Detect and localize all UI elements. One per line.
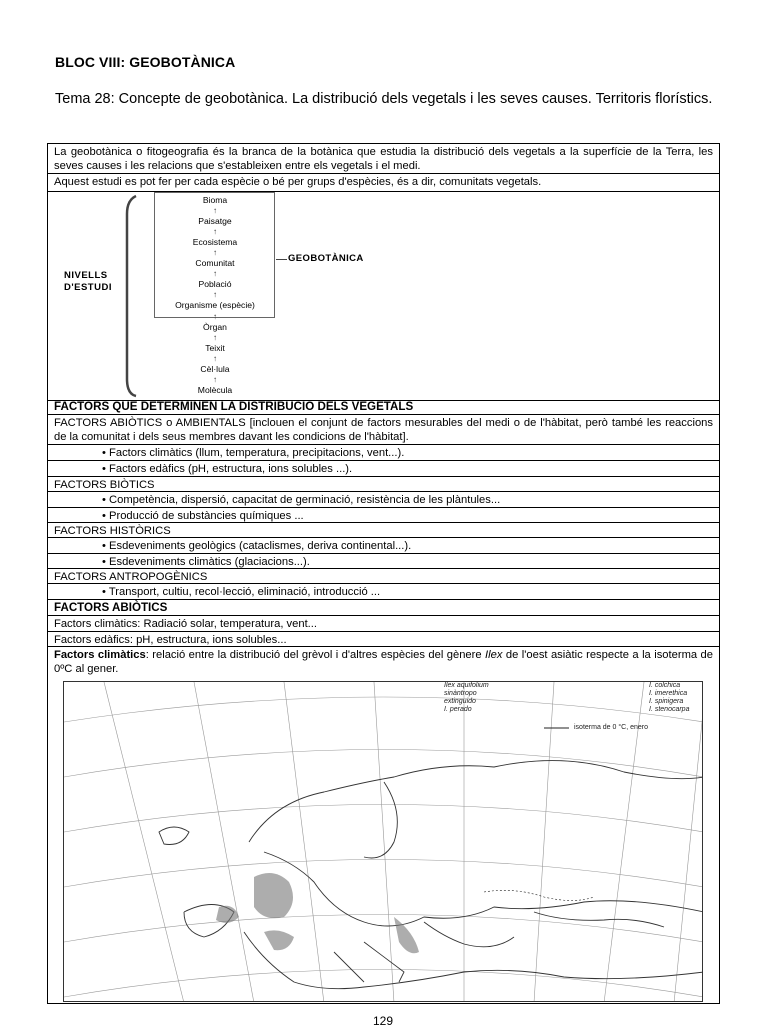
page-number: 129 xyxy=(373,1014,394,1028)
map-caption-text-b: de l'oest asiàtic respecte a la isoterma de 0ºC al gener. xyxy=(54,649,713,675)
legend-item: sinàntropo xyxy=(444,690,477,697)
arrow-icon: ↑ xyxy=(213,269,217,278)
list-item: • Esdeveniments climàtics (glaciacions...). xyxy=(48,554,719,569)
arrow-icon: ↑ xyxy=(213,206,217,215)
brace-icon xyxy=(124,194,138,398)
legend-item: I. stenocarpa xyxy=(649,706,690,713)
abiotics-title: FACTORS ABIÒTICS xyxy=(48,600,719,616)
map-caption xyxy=(48,647,719,679)
arrow-icon: ↑ xyxy=(213,312,217,321)
levels-label-line2: D'ESTUDI xyxy=(64,282,112,293)
level-bioma: Bioma xyxy=(202,195,228,205)
level-ecosistema: Ecosistema xyxy=(192,237,238,247)
legend-item: I. imerethica xyxy=(649,690,688,697)
map-caption-text-a: : relació entre la distribució del grèvol i d'altres espècies del gènere xyxy=(145,649,486,661)
legend-item: I. perado xyxy=(444,706,472,713)
geobotany-label: GEOBOTÀNICA xyxy=(288,253,364,264)
legend-item: Ilex aquifolium xyxy=(444,682,489,689)
level-paisatge: Paisatge xyxy=(198,216,232,226)
map-caption-bold: Factors climàtics xyxy=(54,649,146,661)
map-caption-genus: Ilex xyxy=(485,649,503,661)
levels-label-line1: NIVELLS xyxy=(64,270,108,281)
historics-title: FACTORS HISTÒRICS xyxy=(48,523,719,538)
list-item: • Transport, cultiu, recol·lecció, eliminació, introducció ... xyxy=(48,584,719,600)
level-cellula: Cèl·lula xyxy=(200,364,230,374)
isotherm-label: isoterma de 0 °C, enero xyxy=(574,724,649,731)
arrow-icon: ↑ xyxy=(213,290,217,299)
arrow-icon: ↑ xyxy=(213,333,217,342)
climatic-factors: Factors climàtics: Radiació solar, temperatura, vent... xyxy=(48,616,719,632)
arrow-icon: ↑ xyxy=(213,227,217,236)
arrow-icon: ↑ xyxy=(213,354,217,363)
topic-title: Tema 28: Concepte de geobotànica. La distribució dels vegetals i les seves causes. Territoris florístics. xyxy=(55,91,713,107)
legend-item: I. spinigera xyxy=(649,698,684,705)
levels-diagram xyxy=(48,192,719,401)
list-item: • Factors edàfics (pH, estructura, ions solubles ...). xyxy=(48,461,719,477)
factors-heading: FACTORS QUE DETERMINEN LA DISTRIBUCIO DELS VEGETALS xyxy=(48,400,719,415)
distribution-map xyxy=(63,681,703,1002)
block-title: BLOC VIII: GEOBOTÀNICA xyxy=(55,54,236,70)
map-legend-right xyxy=(649,682,689,714)
definition-row: La geobotànica o fitogeografia és la branca de la botànica que estudia la distribució dels vegetals a la superfície de la Terra, les seves causes i les relacions que s'estableixen entre els vegetals i el medi. xyxy=(48,144,719,174)
list-item: • Producció de substàncies químiques ... xyxy=(48,508,719,523)
level-molecula: Molècula xyxy=(197,385,233,395)
study-row: Aquest estudi es pot fer per cada espècie o bé per grups d'espècies, és a dir, comunitats vegetals. xyxy=(48,174,719,192)
list-item: • Competència, dispersió, capacitat de germinació, resistència de les plàntules... xyxy=(48,492,719,508)
content-table xyxy=(47,143,720,1004)
arrow-icon: ↑ xyxy=(213,375,217,384)
legend-item: I. colchica xyxy=(649,682,681,689)
antro-title: FACTORS ANTROPOGÈNICS xyxy=(48,569,719,584)
legend-item: extinguido xyxy=(444,698,476,705)
abiotics-intro: FACTORS ABIÒTICS o AMBIENTALS [inclouen el conjunt de factors mesurables del medi o de l'hàbitat, però també les reaccions de la comunitat i dels seus membres davant les condicions de l'hàbitat]. xyxy=(48,415,719,445)
level-teixit: Teixit xyxy=(205,343,225,353)
list-item: • Factors climàtics (llum, temperatura, precipitacions, vent...). xyxy=(48,445,719,461)
arrow-icon: ↑ xyxy=(213,248,217,257)
biotics-title: FACTORS BIÒTICS xyxy=(48,477,719,492)
map-legend-left xyxy=(444,682,489,714)
level-comunitat: Comunitat xyxy=(195,258,235,268)
edaphic-factors: Factors edàfics: pH, estructura, ions solubles... xyxy=(48,632,719,647)
level-poblacio: Població xyxy=(198,279,232,289)
levels-label xyxy=(64,270,112,294)
level-organ: Òrgan xyxy=(203,322,227,332)
level-organisme: Organisme (espècie) xyxy=(175,300,255,310)
geobotany-connector xyxy=(276,259,287,260)
list-item: • Esdeveniments geològics (cataclismes, deriva continental...). xyxy=(48,538,719,554)
